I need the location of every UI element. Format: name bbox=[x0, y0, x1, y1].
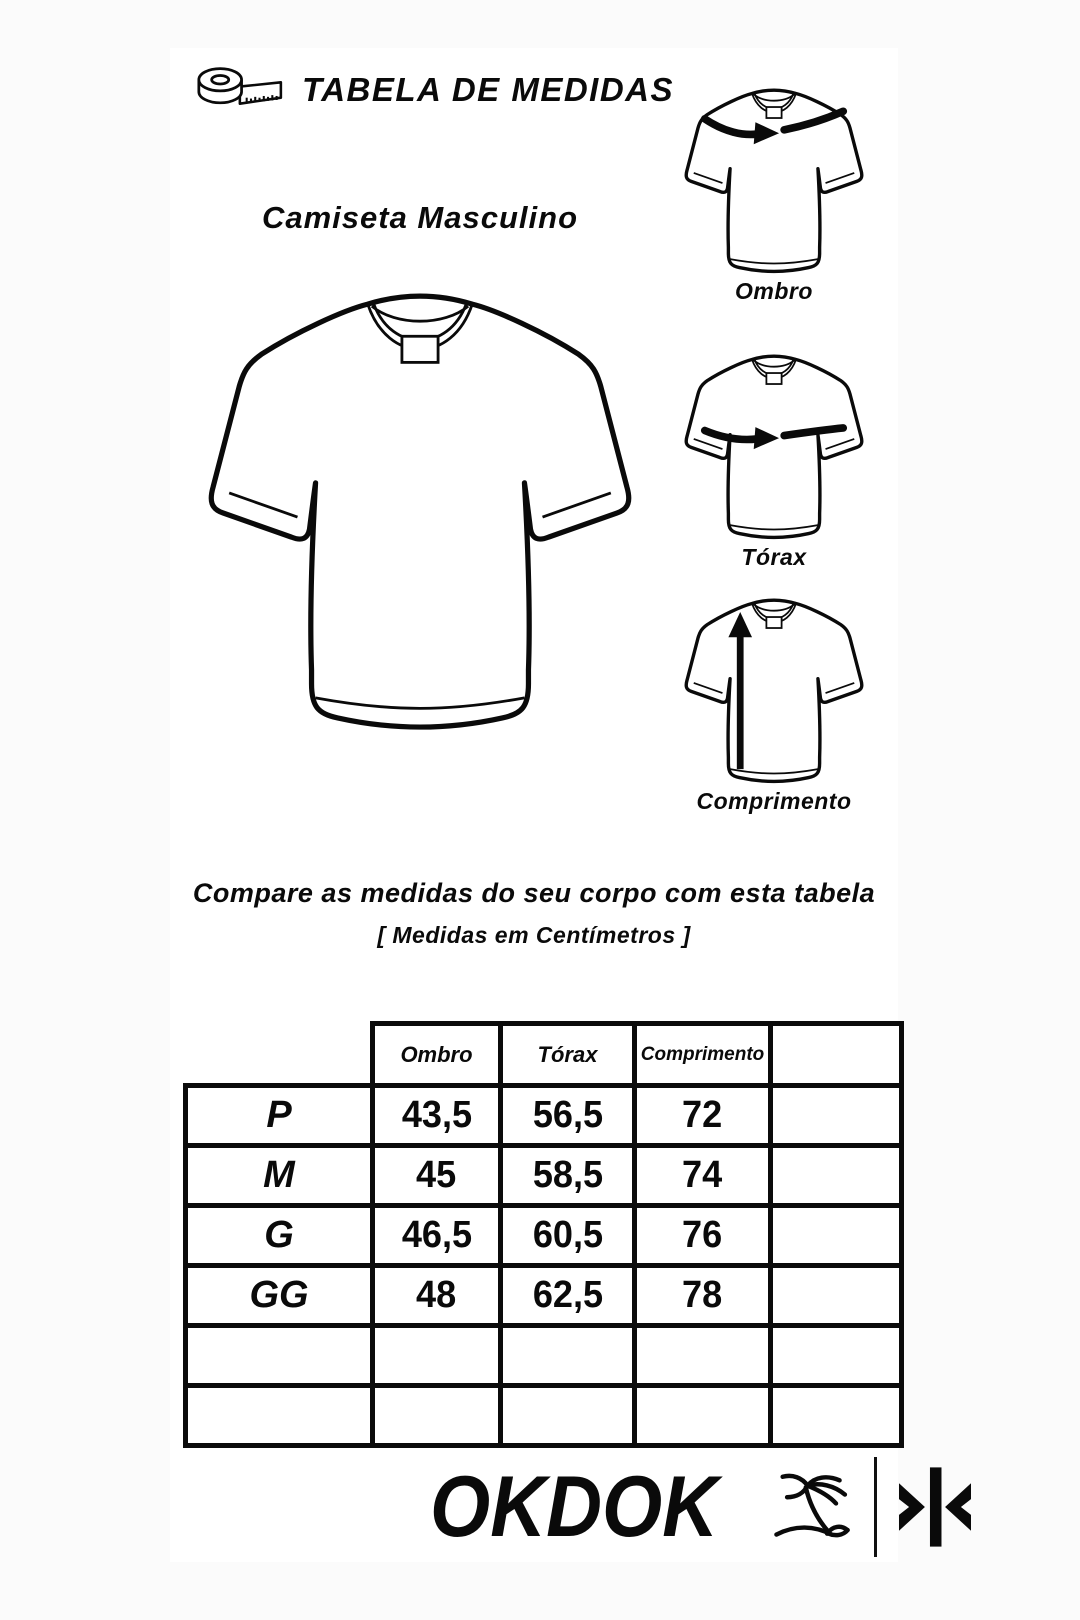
figure-torax bbox=[672, 346, 876, 571]
size-table-header-row bbox=[186, 1024, 902, 1086]
okdok-k-mark-icon bbox=[899, 1467, 971, 1547]
tshirt-length-arrow-icon bbox=[672, 590, 876, 786]
table-row-empty-2 bbox=[186, 1386, 902, 1446]
figure-label: Tórax bbox=[741, 544, 807, 570]
value-cell: 58,5 bbox=[532, 1154, 603, 1196]
tshirt-shoulder-arrow-icon bbox=[672, 80, 876, 276]
value-cell: 48 bbox=[416, 1274, 457, 1316]
garment-subtitle: Camiseta Masculino bbox=[261, 200, 579, 235]
table-row-m bbox=[186, 1146, 902, 1206]
value-cell: 62,5 bbox=[532, 1274, 603, 1316]
value-cell: 56,5 bbox=[532, 1094, 603, 1136]
value-cell: 78 bbox=[682, 1274, 723, 1316]
figure-ombro bbox=[672, 80, 876, 305]
size-label: P bbox=[186, 1086, 373, 1146]
units-note: [ Medidas em Centímetros ] bbox=[377, 922, 691, 948]
corner-cell bbox=[186, 1024, 373, 1086]
size-label bbox=[186, 1386, 373, 1446]
col-header-ombro: Ombro bbox=[373, 1024, 501, 1086]
brand-wordmark: OKDOK bbox=[430, 1459, 719, 1555]
table-row-empty-1 bbox=[186, 1326, 902, 1386]
value-cell: 60,5 bbox=[532, 1214, 603, 1256]
col-header-comprimento: Comprimento bbox=[635, 1024, 771, 1086]
page-title: TABELA DE MEDIDAS bbox=[302, 71, 674, 108]
size-table bbox=[183, 1021, 904, 1448]
value-cell: 45 bbox=[416, 1154, 457, 1196]
value-cell: 76 bbox=[682, 1214, 723, 1256]
value-cell: 74 bbox=[682, 1154, 723, 1196]
table-row-gg bbox=[186, 1266, 902, 1326]
tshirt-front-illustration bbox=[196, 272, 644, 738]
tshirt-chest-arrow-icon bbox=[672, 346, 876, 542]
figure-label: Comprimento bbox=[696, 788, 852, 814]
value-cell: 46,5 bbox=[401, 1214, 472, 1256]
value-cell: 72 bbox=[682, 1094, 723, 1136]
compare-instruction: Compare as medidas do seu corpo com esta tabela bbox=[192, 878, 876, 908]
table-row-g bbox=[186, 1206, 902, 1266]
value-cell: 43,5 bbox=[401, 1094, 472, 1136]
col-header-torax: Tórax bbox=[501, 1024, 635, 1086]
palm-tree-icon bbox=[772, 1470, 852, 1544]
brand-logo bbox=[430, 1452, 971, 1562]
figure-comprimento bbox=[672, 590, 876, 815]
col-header-extra bbox=[771, 1024, 902, 1086]
header bbox=[192, 58, 752, 122]
size-label bbox=[186, 1326, 373, 1386]
measuring-tape-icon bbox=[192, 62, 286, 118]
size-label: G bbox=[186, 1206, 373, 1266]
size-label: M bbox=[186, 1146, 373, 1206]
figure-label: Ombro bbox=[735, 278, 813, 304]
size-label: GG bbox=[186, 1266, 373, 1326]
table-row-p bbox=[186, 1086, 902, 1146]
logo-divider bbox=[874, 1457, 877, 1557]
